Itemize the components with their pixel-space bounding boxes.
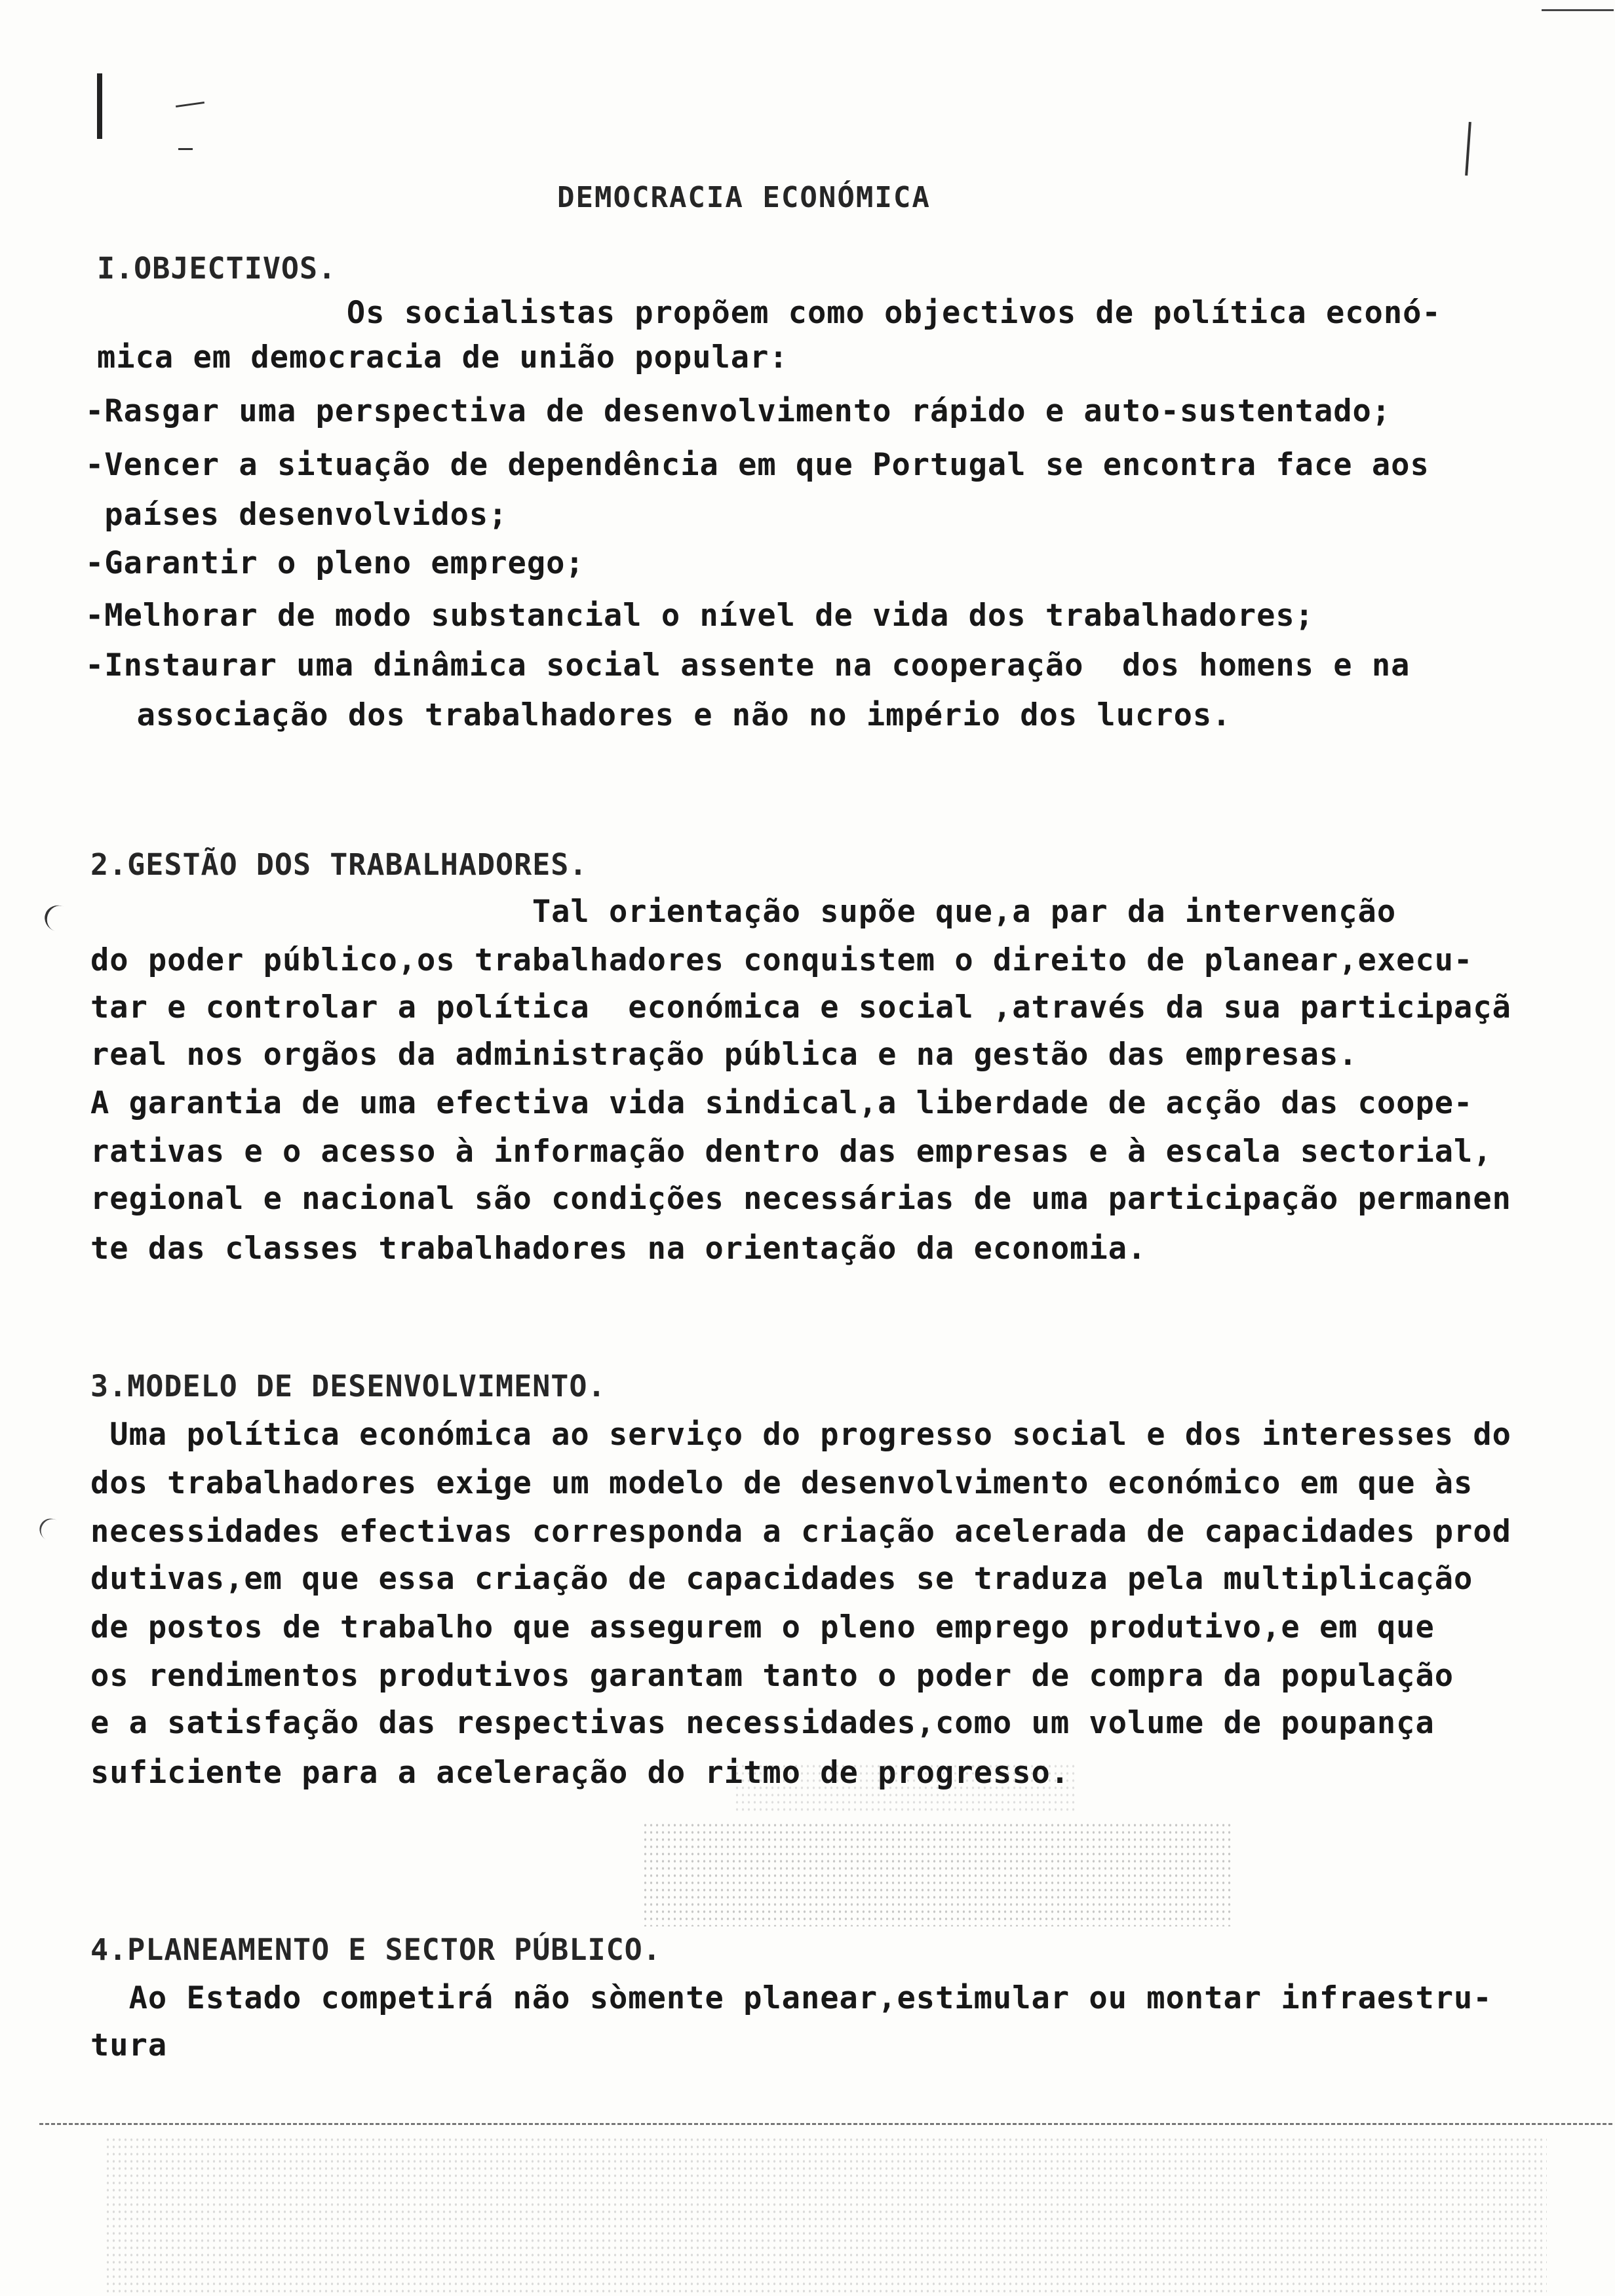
margin-mark — [1465, 122, 1471, 176]
text-line: necessidades efectivas corresponda a criação acelerada de capacidades prod — [90, 1514, 1511, 1550]
text-line: real nos orgãos da administração pública e na gestão das empresas. — [90, 1037, 1358, 1073]
text-line: -Rasgar uma perspectiva de desenvolvimento rápido e auto-sustentado; — [85, 393, 1391, 429]
text-line: Ao Estado competirá não sòmente planear,estimular ou montar infraestru- — [90, 1980, 1492, 2016]
text-line: regional e nacional são condições necessárias de uma participação permanen — [90, 1181, 1511, 1217]
scan-noise — [105, 2136, 1547, 2293]
text-line: suficiente para a aceleração do ritmo de progresso. — [90, 1755, 1070, 1791]
margin-mark — [35, 1514, 68, 1546]
text-line: os rendimentos produtivos garantam tanto o poder de compra da população — [90, 1658, 1454, 1694]
text-line: associação dos trabalhadores e não no império dos lucros. — [98, 697, 1232, 733]
text-line: de postos de trabalho que assegurem o pleno emprego produtivo,e em que — [90, 1609, 1435, 1645]
text-line: do poder público,os trabalhadores conquistem o direito de planear,execu- — [90, 942, 1473, 978]
margin-mark — [97, 73, 102, 139]
text-line: Os socialistas propõem como objectivos de política econó- — [97, 295, 1441, 331]
text-line: rativas e o acesso à informação dentro das empresas e à escala sectorial, — [90, 1134, 1492, 1170]
text-line: tar e controlar a política económica e social ,através da sua participaçã — [90, 989, 1511, 1025]
text-line: te das classes trabalhadores na orientação da economia. — [90, 1231, 1147, 1267]
text-line: e a satisfação das respectivas necessidades,como um volume de poupança — [90, 1705, 1435, 1741]
text-line: -Melhorar de modo substancial o nível de vida dos trabalhadores; — [85, 598, 1314, 634]
text-line: tura — [90, 2027, 168, 2063]
scan-noise — [642, 1822, 1232, 1926]
text-line: -Vencer a situação de dependência em que Portugal se encontra face aos — [85, 447, 1430, 483]
page-title: DEMOCRACIA ECONÓMICA — [557, 181, 931, 214]
text-line: A garantia de uma efectiva vida sindical,a liberdade de acção das coope- — [90, 1085, 1473, 1121]
section-heading-modelo: 3.MODELO DE DESENVOLVIMENTO. — [90, 1369, 606, 1404]
perforation-line — [39, 2123, 1612, 2125]
text-line: dutivas,em que essa criação de capacidades se traduza pela multiplicação — [90, 1561, 1473, 1597]
margin-mark — [178, 148, 193, 150]
text-line: mica em democracia de união popular: — [97, 339, 788, 375]
text-line: Uma política económica ao serviço do progresso social e dos interesses do — [90, 1417, 1511, 1453]
text-line: -Instaurar uma dinâmica social assente na cooperação dos homens e na — [85, 647, 1411, 683]
section-heading-gestao: 2.GESTÃO DOS TRABALHADORES. — [90, 847, 588, 882]
text-line: países desenvolvidos; — [85, 497, 508, 533]
text-line: Tal orientação supõe que,a par da intervenção — [90, 894, 1397, 930]
text-line: dos trabalhadores exige um modelo de desenvolvimento económico em que às — [90, 1465, 1473, 1501]
section-heading-planeamento: 4.PLANEAMENTO E SECTOR PÚBLICO. — [90, 1932, 661, 1967]
text-line: -Garantir o pleno emprego; — [85, 545, 585, 581]
margin-mark — [41, 902, 77, 936]
section-heading-objectivos: I.OBJECTIVOS. — [97, 251, 337, 286]
scan-mark — [1542, 9, 1614, 11]
margin-mark — [176, 102, 204, 107]
